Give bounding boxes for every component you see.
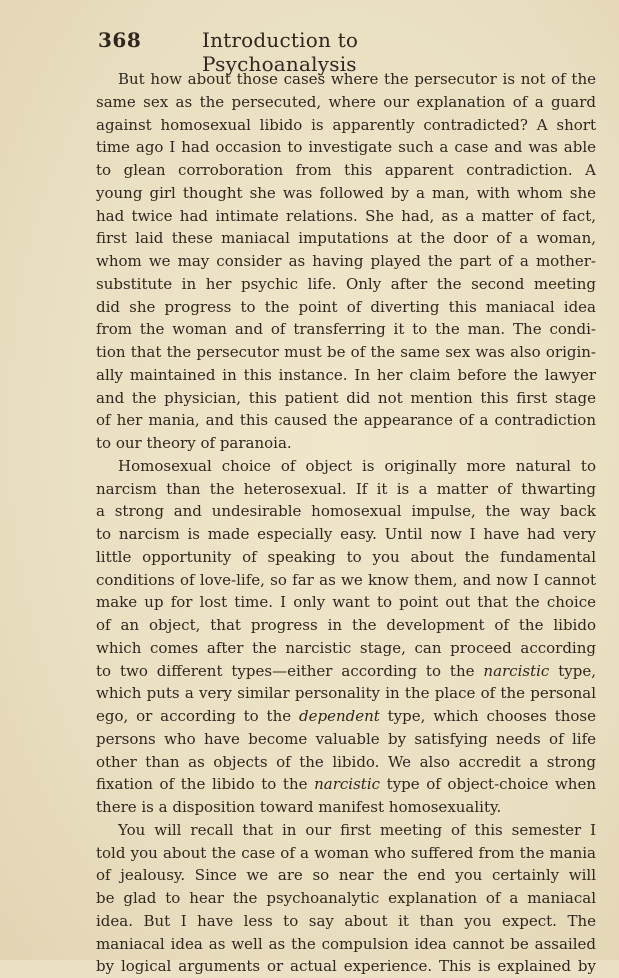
text-line: of jealousy. Since we are so near the end you certainly will — [96, 866, 596, 885]
text-line: fixation of the libido to the narcistic type of object-choice when — [96, 775, 596, 794]
text-line: same sex as the persecuted, where our explanation of a guard — [96, 92, 596, 111]
running-head: Introduction to Psychoanalysis — [202, 28, 359, 76]
text-line: maniacal idea as well as the compulsion idea cannot be assailed — [96, 934, 596, 953]
text-line: Homosexual choice of object is originally more natural to — [118, 456, 596, 475]
page-number: 368 — [98, 28, 142, 52]
text-line: told you about the case of a woman who suffered from the mania — [96, 843, 596, 862]
text-line: You will recall that in our first meeting of this semester I — [118, 820, 596, 839]
text-line: which puts a very similar personality in the place of the personal — [96, 684, 596, 703]
text-line: idea. But I have less to say about it than you expect. The — [96, 911, 596, 930]
text-line: young girl thought she was followed by a man, with whom she — [96, 183, 596, 202]
text-line: little opportunity of speaking to you about the fundamental — [96, 547, 596, 566]
text-line: to two different types—either according to the narcistic type, — [96, 661, 596, 680]
text-line: persons who have become valuable by satisfying needs of life — [96, 729, 596, 748]
text-line: first laid these maniacal imputations at the door of a woman, — [96, 229, 596, 248]
text-line: tion that the persecutor must be of the same sex was also origin- — [96, 343, 596, 361]
text-line: other than as objects of the libido. We also accredit a strong — [96, 752, 596, 771]
text-line: make up for lost time. I only want to point out that the choice — [96, 593, 596, 612]
text-line: substitute in her psychic life. Only after the second meeting — [96, 274, 596, 293]
text-line: by logical arguments or actual experience. This is explained by — [96, 957, 596, 976]
text-line: time ago I had occasion to investigate such a case and was able — [96, 138, 596, 157]
text-line: did she progress to the point of diverting this maniacal idea — [96, 297, 596, 316]
text-line: narcism than the heterosexual. If it is a matter of thwarting — [96, 479, 596, 498]
text-line: from the woman and of transferring it to the man. The condi- — [96, 320, 596, 339]
text-line: which comes after the narcistic stage, can proceed according — [96, 638, 596, 657]
text-line: ally maintained in this instance. In her claim before the lawyer — [96, 365, 596, 384]
text-line: whom we may consider as having played the part of a mother- — [96, 252, 596, 270]
text-line: and the physician, this patient did not mention this first stage — [96, 388, 596, 407]
text-line: But how about those cases where the persecutor is not of the — [118, 70, 596, 88]
text-line: had twice had intimate relations. She had, as a matter of fact, — [96, 206, 596, 225]
text-line: to narcism is made especially easy. Until now I have had very — [96, 525, 596, 543]
text-line: of her mania, and this caused the appearance of a contradiction — [96, 411, 596, 430]
text-line: of an object, that progress in the development of the libido — [96, 616, 596, 634]
text-line: be glad to hear the psychoanalytic explanation of a maniacal — [96, 889, 596, 907]
text-line: against homosexual libido is apparently contradicted? A short — [96, 115, 596, 134]
text-line: there is a disposition toward manifest homosexuality. — [96, 798, 502, 816]
page-header — [98, 28, 498, 76]
body-text — [96, 68, 596, 978]
text-line: to our theory of paranoia. — [96, 434, 292, 452]
text-line: ego, or according to the dependent type, which chooses those — [96, 707, 596, 725]
text-line: a strong and undesirable homosexual impulse, the way back — [96, 502, 596, 521]
text-line: to glean corroboration from this apparent contradiction. A — [96, 161, 596, 179]
text-line: conditions of love-life, so far as we know them, and now I cannot — [96, 570, 596, 589]
